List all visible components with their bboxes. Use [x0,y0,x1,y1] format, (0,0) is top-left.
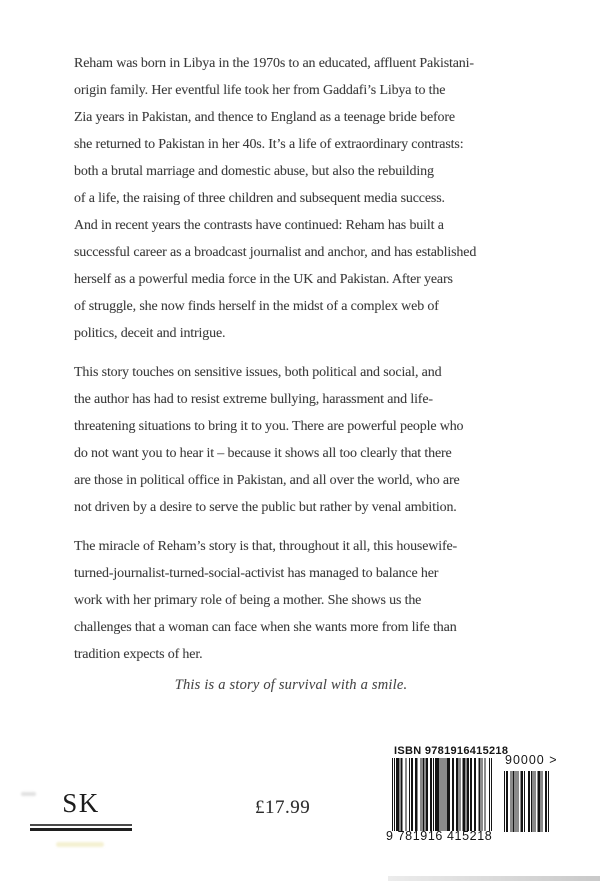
text-line: threatening situations to bring it to you. There are powerful people who [74,419,464,434]
text-line: are those in political office in Pakistan, and all over the world, who are [74,473,460,488]
text-line: both a brutal marriage and domestic abuse, but also the rebuilding [74,164,434,179]
tagline: This is a story of survival with a smile. [174,677,408,693]
text-line: challenges that a woman can face when she wants more from life than [74,620,457,635]
barcode-block [386,745,562,855]
text-line: turned-journalist-turned-social-activist has managed to balance her [74,566,439,581]
text-line: herself as a powerful media force in the UK and Pakistan. After years [74,272,453,287]
paragraph [74,50,508,347]
logo-rule-bottom [30,828,132,831]
publisher-initials: SK [62,788,100,818]
publisher-logo [30,786,132,831]
text-line: she returned to Pakistan in her 40s. It’s a life of extraordinary contrasts: [74,137,464,152]
scan-smudge [56,842,104,847]
text-line: Reham was born in Libya in the 1970s to an educated, affluent Pakistani- [74,56,474,71]
barcode-addon-label: 90000 > [505,753,558,767]
text-line: the author has had to resist extreme bullying, harassment and life- [74,392,433,407]
back-cover-copy [74,50,508,696]
isbn-label: ISBN 9781916415218 [394,745,509,757]
paragraph [74,533,508,668]
text-line: successful career as a broadcast journalist and anchor, and has established [74,245,477,260]
text-line: politics, deceit and intrigue. [74,326,226,341]
text-line: not driven by a desire to serve the public but rather by venal ambition. [74,500,457,515]
paragraphs-container [74,50,508,668]
text-line: do not want you to hear it – because it shows all too clearly that there [74,446,452,461]
barcode-digits: 9 781916 415218 [386,829,493,843]
text-line: Zia years in Pakistan, and thence to England as a teenage bride before [74,110,455,125]
text-line: origin family. Her eventful life took her from Gaddafi’s Libya to the [74,83,446,98]
ean5-addon-barcode [503,771,549,832]
page-edge-shadow [388,876,600,881]
price: £17.99 [255,797,311,818]
text-line: of a life, the raising of three children and subsequent media success. [74,191,445,206]
scan-mark [21,792,36,796]
text-line: And in recent years the contrasts have continued: Reham has built a [74,218,444,233]
paragraph [74,359,508,521]
text-line: tradition expects of her. [74,647,203,662]
ean13-barcode [392,758,492,831]
text-line: of struggle, she now finds herself in the midst of a complex web of [74,299,439,314]
text-line: This story touches on sensitive issues, both political and social, and [74,365,442,380]
text-line: work with her primary role of being a mother. She shows us the [74,593,422,608]
logo-rule-top [30,824,132,826]
text-line: The miracle of Reham’s story is that, throughout it all, this housewife- [74,539,458,554]
